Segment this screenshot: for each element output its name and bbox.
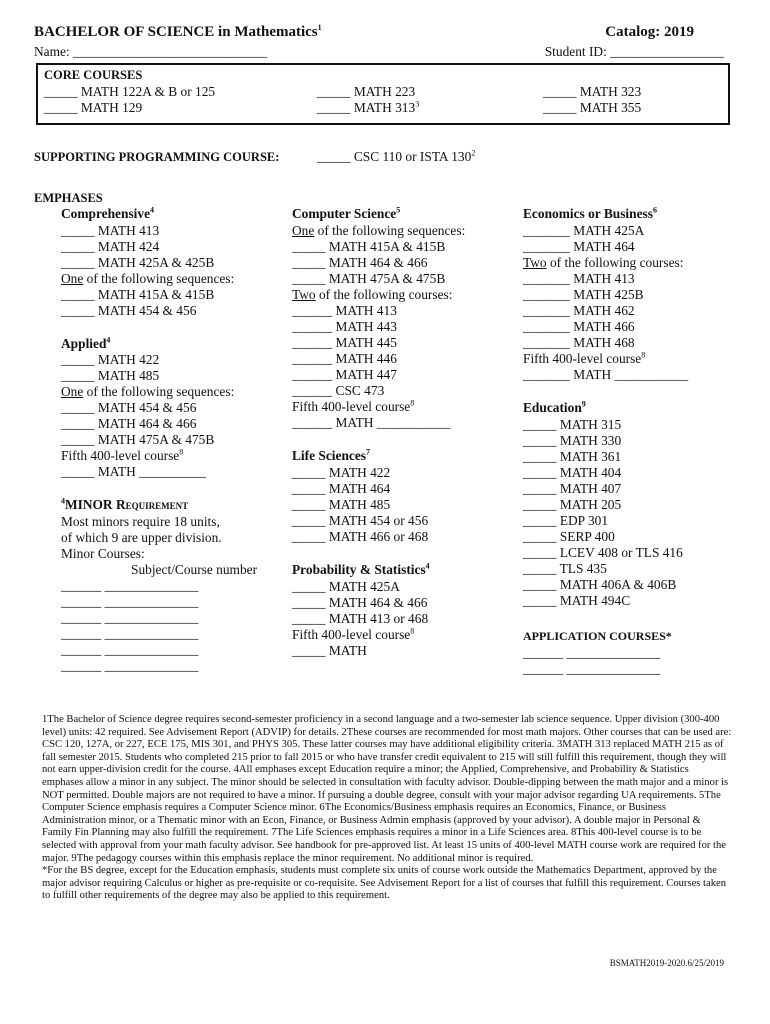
course-line: _____ MATH 413 [61, 223, 160, 238]
applied-title: Applied$^4$ [61, 335, 111, 351]
course-line: _____ MATH 485 [292, 497, 391, 512]
course-line: _____ MATH [292, 643, 367, 658]
course-line: _____ MATH 315 [523, 417, 622, 432]
course-line: _____ MATH 424 [61, 239, 160, 254]
footnote-text: 1The Bachelor of Science degree requires second-semester proficiency in a second language and a two-semester lab science sequence. Upper division (300-400 level) units: 42 required. See Advisement Report (ADVIP) for details. 2These courses are recommended for most math majors. Other courses that can be used are: CSC 120, 127A, or 227, ECE 175, MIS 301, and PHYS 305. These latter courses may have additional eligibility criteria. 3MATH 313 replaced MATH 215 as of fall semester 2015. Students who completed 215 prior to fall 2015 or who have transfer credit equivalent to 215 will still fulfill this requirement, though they will not earn upper-division credit for the course. 4All emphases except Education require a minor; the Applied, Comprehensive, and Probability & Statistics emphases allow a minor in any subject. The minor should be selected in consultation with faculty advisor. Double-dipping between the math major and a minor is NOT permitted. Double majors are not required to have a minor. If pursuing a double degree, consult with your major advisor regarding UA requirements. 5The Computer Science emphasis requires a Computer Science minor. 6The Economics/Business emphasis requires an Economics, Finance, or Business Administration minor, or a Thematic minor with an Econ, Finance, or Business Admin emphasis (approved by your advisor). A double major in Personal & Family Fin Planning may also fulfill the requirement. 7The Life Sciences emphasis requires a minor in a Life Sciences area. 8This 400-level course is to be selected with approval from your math faculty advisor. See handbook for pre-approved list. At least 15 units of 400-level MATH course work are required for the major. 9The pedagogy courses within this emphasis replace the minor requirement. No additional minor is required. [42, 714, 732, 864]
course-line: _____ MATH 407 [523, 481, 622, 496]
course-line: _____ MATH 415A & 415B [61, 287, 215, 302]
instruction-line: Two of the following courses: [292, 287, 453, 302]
course-line: _______ MATH 466 [523, 319, 635, 334]
course-line: _____ MATH 464 & 466 [61, 416, 197, 431]
instruction-line: Fifth 400-level course$^8$ [523, 350, 646, 366]
course-line: ______ MATH ___________ [292, 415, 451, 430]
course-line: _____ MATH 454 & 456 [61, 400, 197, 415]
core-item: _____ MATH $313^3$ [317, 99, 420, 115]
instruction-line: One of the following sequences: [292, 223, 466, 238]
core-item: _____ MATH 323 [543, 84, 642, 99]
life-sciences-title: Life Sciences$^7$ [292, 447, 371, 463]
course-line: _____ MATH 422 [61, 352, 160, 367]
course-line: _______ MATH 425B [523, 287, 644, 302]
minor-blank[interactable]: ______ ______________ [61, 578, 199, 593]
instruction-line: Two of the following courses: [523, 255, 684, 270]
course-line: _____ MATH 422 [292, 465, 391, 480]
course-line: _______ MATH 464 [523, 239, 635, 254]
course-line: _____ MATH 485 [61, 368, 160, 383]
instruction-line: One of the following sequences: [61, 384, 235, 399]
course-line: ______ MATH 445 [292, 335, 397, 350]
emphases-heading: EMPHASES [34, 191, 103, 205]
core-item: _____ MATH 129 [44, 100, 143, 115]
minor-text: Minor Courses: [61, 546, 145, 561]
core-courses-heading: CORE COURSES [44, 68, 143, 82]
course-line: _______ MATH 468 [523, 335, 635, 350]
instruction-line: Fifth 400-level course$^8$ [292, 626, 415, 642]
education-title: Education$^9$ [523, 399, 586, 415]
name-field[interactable]: Name: _____________________________ [34, 44, 268, 59]
course-line: _____ SERP 400 [523, 529, 615, 544]
core-item: _____ MATH 122A & B or 125 [44, 84, 216, 99]
course-line: _____ MATH 330 [523, 433, 622, 448]
course-line: ______ MATH 413 [292, 303, 397, 318]
footnote-text: *For the BS degree, except for the Education emphasis, students must complete six units of course work outside the Mathematics Department, approved by the major advisor requiring Calculus or higher as pre-requisite or co-requisite. See Advisement Report for a list of courses that fulfill this requirement. Courses taken to fulfill other requirements of the degree may also be applied to this requirement. [42, 865, 726, 902]
minor-text: Most minors require 18 units, [61, 514, 220, 529]
minor-blank[interactable]: ______ ______________ [61, 642, 199, 657]
page-title: BACHELOR OF SCIENCE in Mathematics$^1$ [34, 23, 322, 40]
prob-stats-title: Probability & Statistics$^4$ [292, 561, 430, 577]
application-courses-heading: APPLICATION COURSES* [523, 629, 672, 643]
course-line: _____ MATH 361 [523, 449, 622, 464]
minor-blank[interactable]: ______ ______________ [61, 610, 199, 625]
course-line: _____ LCEV 408 or TLS 416 [523, 545, 683, 560]
course-line: _____ TLS 435 [523, 561, 607, 576]
supporting-course: _____ CSC 110 or ISTA $130^2$ [317, 148, 476, 164]
course-line: ______ MATH 447 [292, 367, 397, 382]
instruction-line: One of the following sequences: [61, 271, 235, 286]
course-line: _____ MATH 475A & 475B [292, 271, 446, 286]
course-line: _____ MATH 406A & 406B [523, 577, 677, 592]
course-line: _____ MATH 425A & 425B [61, 255, 215, 270]
course-line: _______ MATH 413 [523, 271, 635, 286]
student-id-field[interactable]: Student ID: _________________ [544, 44, 724, 59]
minor-text: of which 9 are upper division. [61, 530, 222, 545]
econ-title: Economics or Business$^6$ [523, 205, 657, 221]
core-item: _____ MATH 223 [317, 84, 416, 99]
course-line: _____ MATH 464 & 466 [292, 255, 428, 270]
instruction-line: Fifth 400-level course$^8$ [292, 398, 415, 414]
course-line: _____ MATH __________ [61, 464, 207, 479]
course-line: _____ MATH 415A & 415B [292, 239, 446, 254]
supporting-heading: SUPPORTING PROGRAMMING COURSE: [34, 150, 280, 164]
course-line: _____ EDP 301 [523, 513, 609, 528]
course-line: _____ MATH 454 or 456 [292, 513, 429, 528]
course-line: _____ MATH 205 [523, 497, 622, 512]
course-line: _____ MATH 494C [523, 593, 631, 608]
course-line: _____ MATH 454 & 456 [61, 303, 197, 318]
minor-blank[interactable]: ______ ______________ [61, 658, 199, 673]
course-line: _______ MATH 462 [523, 303, 635, 318]
course-line: _____ MATH 464 [292, 481, 391, 496]
instruction-line: Fifth 400-level course$^8$ [61, 447, 184, 463]
footnotes [42, 714, 732, 903]
version-code: BSMATH2019-2020.6/25/2019 [609, 958, 724, 968]
course-line: _______ MATH 425A [523, 223, 645, 238]
minor-blank[interactable]: ______ ______________ [61, 594, 199, 609]
subject-label: Subject/Course number [131, 562, 258, 577]
core-item: _____ MATH 355 [543, 100, 642, 115]
catalog-year: Catalog: 2019 [605, 24, 694, 40]
course-line: _____ MATH 413 or 468 [292, 611, 429, 626]
application-blank[interactable]: ______ ______________ [523, 645, 661, 660]
course-line: _____ MATH 464 & 466 [292, 595, 428, 610]
course-line: _____ MATH 475A & 475B [61, 432, 215, 447]
application-blank[interactable]: ______ ______________ [523, 661, 661, 676]
course-line: ______ MATH 443 [292, 319, 397, 334]
course-line: ______ MATH 446 [292, 351, 397, 366]
comprehensive-title: Comprehensive$^4$ [61, 205, 155, 221]
course-line: _____ MATH 466 or 468 [292, 529, 429, 544]
course-line: _____ MATH 404 [523, 465, 622, 480]
course-line: _____ MATH 425A [292, 579, 400, 594]
minor-blank[interactable]: ______ ______________ [61, 626, 199, 641]
course-line: ______ CSC 473 [292, 383, 385, 398]
course-line: _______ MATH ___________ [523, 367, 689, 382]
cs-title: Computer Science$^5$ [292, 205, 401, 221]
minor-title: $^4$MINOR Requirement [61, 496, 189, 512]
